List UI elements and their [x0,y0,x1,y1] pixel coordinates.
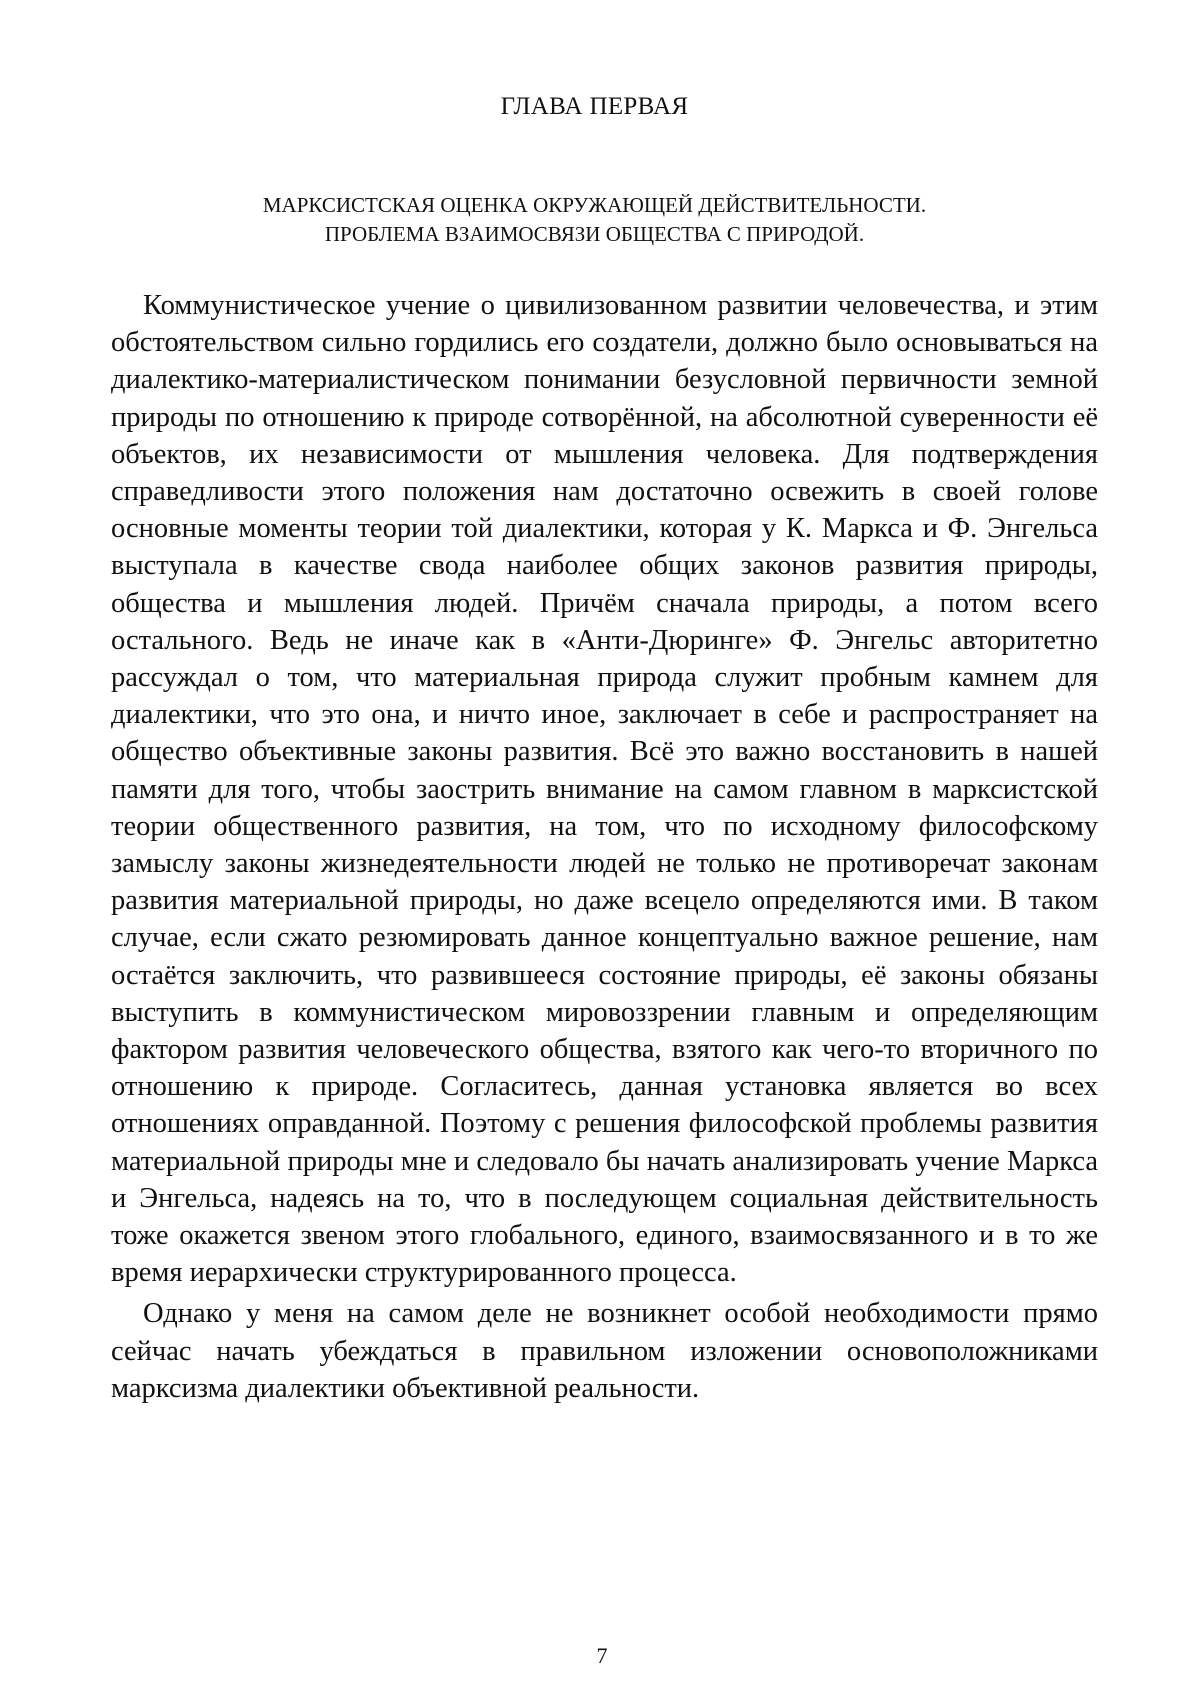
body-text [111,287,1098,1407]
page-number: 7 [596,1643,608,1668]
chapter-title: ГЛАВА ПЕРВАЯ [500,93,689,120]
section-title-line-1: МАРКСИСТСКАЯ ОЦЕНКА ОКРУЖАЮЩЕЙ ДЕЙСТВИТЕЛЬНОСТИ. [262,193,927,217]
paragraph-2: Однако у меня на самом деле не возникнет особой необходимости прямо сейчас начать убеждаться в правильном изложении основоположниками марксизма диалектики объективной реальности. [111,1298,1098,1404]
section-title [0,191,1189,249]
paragraph-1: Коммунистическое учение о цивилизованном развитии человечества, и этим обстоятельством сильно гордились его создатели, должно было основываться на диалектико-материалистическом понимании безусловной первичности земной природы по отношению к природе сотворённой, на абсолютной суверенности её объектов, их независимости от мышления человека. Для подтверждения справедливости этого положения нам достаточно освежить в своей голове основные моменты теории той диалектики, которая у К. Маркса и Ф. Энгельса выступала в качестве свода наиболее общих законов развития природы, общества и мышления людей. Причём сначала природы, а потом всего остального. Ведь не иначе как в «Анти-Дюринге» Ф. Энгельс авторитетно рассуждал о том, что материальная природа служит пробным камнем для диалектики, что это она, и ничто иное, заключает в себе и распространяет на общество объективные законы развития. Всё это важно восстановить в нашей памяти для того, чтобы заострить внимание на самом главном в марксистской теории общественного развития, на том, что по исходному философскому замыслу законы жизнедеятельности людей не только не противоречат законам развития материальной природы, но даже всецело определяются ими. В таком случае, если сжато резюмировать данное концептуально важное решение, нам остаётся заключить, что развившееся состояние природы, её законы обязаны выступить в коммунистическом мировоззрении главным и определяющим фактором развития человеческого общества, взятого как чего-то вторичного по отношению к природе. Согласитесь, данная установка является во всех отношениях оправданной. Поэтому с решения философской проблемы развития материальной природы мне и следовало бы начать анализировать учение Маркса и Энгельса, надеясь на то, что в последующем социальная действительность тоже окажется звеном этого глобального, единого, взаимосвязанного и в то же время иерархически структурированного процесса. [111,290,1098,1289]
section-title-line-2: ПРОБЛЕМА ВЗАИМОСВЯЗИ ОБЩЕСТВА С ПРИРОДОЙ. [324,222,865,246]
